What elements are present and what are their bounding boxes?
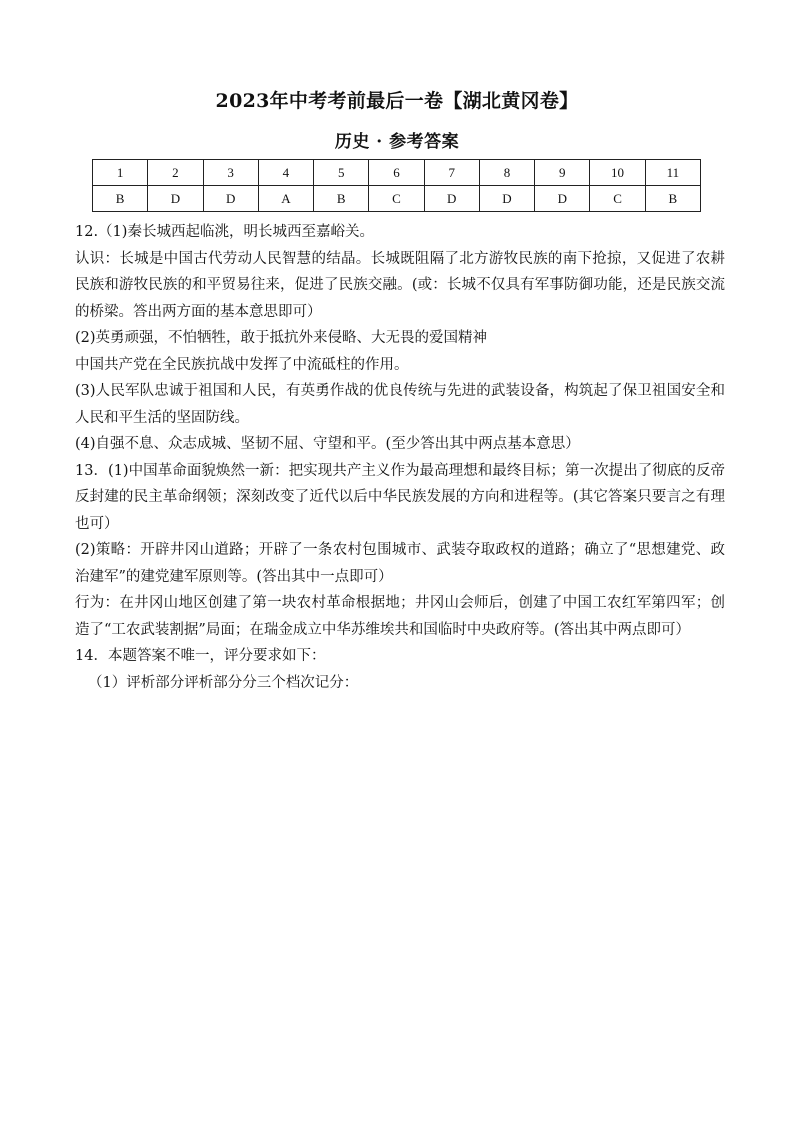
question-number-cell: 4 bbox=[258, 160, 313, 186]
answer-cell: B bbox=[93, 186, 148, 212]
q13-part2-actions: 行为：在井冈山地区创建了第一块农村革命根据地；井冈山会师后，创建了中国工农红军第四军；创造了“工农武装割据”局面；在瑞金成立中华苏维埃共和国临时中央政府等。(答出其中两点即可） bbox=[75, 595, 725, 638]
q12-part4: (4)自强不息、众志成城、坚韧不屈、守望和平。(至少答出其中两点基本意思） bbox=[75, 436, 580, 452]
answer-cell: B bbox=[314, 186, 369, 212]
q13-part1: 13．(1)中国革命面貌焕然一新：把实现共产主义作为最高理想和最终目标；第一次提出了彻底的反帝反封建的民主革命纲领；深刻改变了近代以后中华民族发展的方向和进程等。(其它答案只要言之有理也可） bbox=[75, 462, 725, 532]
answer-cell: C bbox=[369, 186, 424, 212]
question-number-cell: 7 bbox=[424, 160, 479, 186]
answer-cell: D bbox=[479, 186, 534, 212]
q12-understanding: 认识：长城是中国古代劳动人民智慧的结晶。长城既阻隔了北方游牧民族的南下抢掠，又促进了农耕民族和游牧民族的和平贸易往来，促进了民族交融。(或：长城不仅具有军事防御功能，还是民族交流的桥梁。答出两方面的基本意思即可） bbox=[75, 250, 725, 320]
answer-cell: C bbox=[590, 186, 645, 212]
page-subtitle: 历史 · 参考答案 bbox=[334, 132, 460, 152]
q12-part2: (2)英勇顽强，不怕牺牲，敢于抵抗外来侵略、大无畏的爱国精神 bbox=[75, 330, 488, 346]
answer-cell: A bbox=[258, 186, 313, 212]
question-number-cell: 3 bbox=[203, 160, 258, 186]
q12-part2-cont: 中国共产党在全民族抗战中发挥了中流砥柱的作用。 bbox=[75, 356, 409, 373]
answer-cell: B bbox=[645, 186, 700, 212]
question-number-cell: 11 bbox=[645, 160, 700, 186]
q14-intro: 14．本题答案不唯一，评分要求如下： bbox=[75, 648, 326, 664]
question-number-cell: 2 bbox=[148, 160, 203, 186]
question-number-cell: 5 bbox=[314, 160, 369, 186]
q13-part2-strategy: (2)策略：开辟井冈山道路；开辟了一条农村包围城市、武装夺取政权的道路；确立了“思想建党、政治建军”的建党建军原则等。(答出其中一点即可） bbox=[75, 542, 725, 585]
question-number-row bbox=[93, 160, 701, 186]
answer-table bbox=[92, 159, 701, 212]
q14-part1: （1）评析部分评析部分分三个档次记分： bbox=[88, 674, 359, 691]
q12-part3: (3)人民军队忠诚于祖国和人民，有英勇作战的优良传统与先进的武装设备，构筑起了保卫祖国安全和人民和平生活的坚固防线。 bbox=[75, 383, 725, 426]
q12-part1: 12.（1)秦长城西起临洮，明长城西至嘉峪关。 bbox=[75, 224, 374, 240]
page-title: 2023年中考考前最后一卷【湖北黄冈卷】 bbox=[215, 90, 579, 112]
question-number-cell: 6 bbox=[369, 160, 424, 186]
question-number-cell: 8 bbox=[479, 160, 534, 186]
question-number-cell: 1 bbox=[93, 160, 148, 186]
answer-cell: D bbox=[424, 186, 479, 212]
answer-explanations bbox=[75, 219, 725, 696]
answer-row bbox=[93, 186, 701, 212]
answer-cell: D bbox=[148, 186, 203, 212]
question-number-cell: 9 bbox=[535, 160, 590, 186]
answer-cell: D bbox=[203, 186, 258, 212]
question-number-cell: 10 bbox=[590, 160, 645, 186]
answer-cell: D bbox=[535, 186, 590, 212]
